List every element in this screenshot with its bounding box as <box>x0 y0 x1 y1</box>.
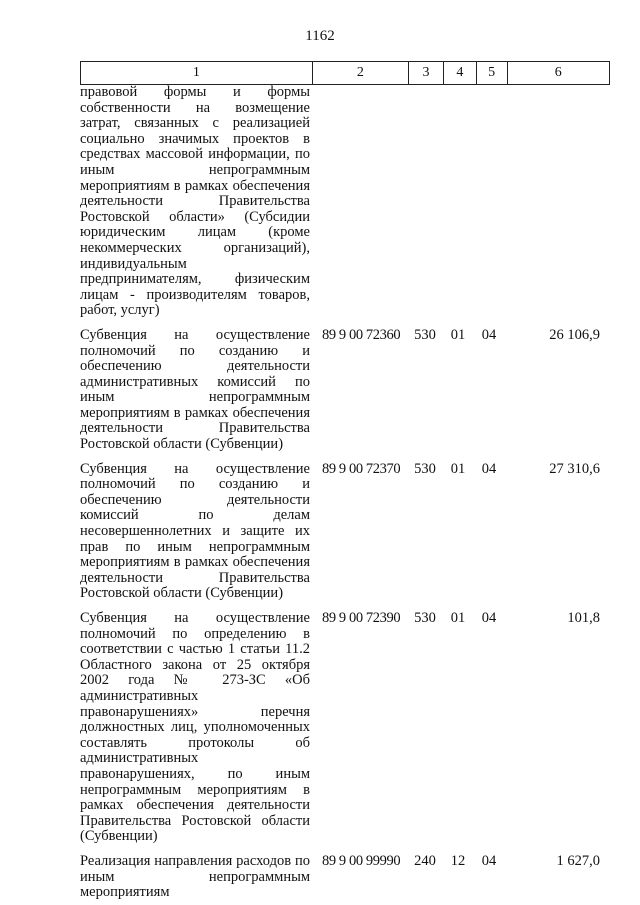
row-description: Субвенция на осуществление полномочий по созданию и обеспечению деятельности административных комиссий по иным непрограммным мероприятиям в рамках обеспечения деятельности Правительства Ростовской области (Субвенции) <box>80 326 310 453</box>
row-expense-type: 240 <box>414 852 436 869</box>
header-col-2: 2 <box>313 62 409 84</box>
row-code: 89 9 00 72370 <box>322 460 401 477</box>
row-description: Реализация направления расходов по иным непрограммным мероприятиям <box>80 852 310 901</box>
header-col-6: 6 <box>508 62 610 84</box>
header-col-5: 5 <box>477 62 508 84</box>
row-code: 89 9 00 72390 <box>322 610 401 626</box>
header-col-3: 3 <box>409 62 444 84</box>
row-code <box>312 85 408 319</box>
row-section: 01 <box>450 610 466 626</box>
row-subsection: 04 <box>481 460 497 477</box>
row-expense-type: 530 <box>414 460 436 477</box>
header-col-1: 1 <box>81 62 313 84</box>
row-code: 89 9 00 72360 <box>322 326 401 343</box>
row-amount: 101,8 <box>567 610 600 626</box>
row-expense-type: 530 <box>414 610 436 626</box>
header-col-4: 4 <box>444 62 477 84</box>
table-row <box>80 611 610 845</box>
row-amount: 1 627,0 <box>556 852 600 869</box>
row-section: 01 <box>450 326 466 343</box>
row-description: правовой формы и формы собственности на возмещение затрат, связанных с реализацией социально значимых проектов в средствах массовой информации, по иным непрограммным мероприятиям в рамках обеспечения деятельности Правительства Ростовской области» (Субсидии юридическим лицам (кроме некоммерческих организаций), индивидуальным предпринимателям, физическим лицам - производителям товаров, работ, услуг) <box>80 84 310 319</box>
table-row <box>80 854 610 901</box>
budget-table <box>80 61 610 901</box>
row-code: 89 9 00 99990 <box>322 852 401 869</box>
row-subsection: 04 <box>481 610 497 626</box>
row-section: 01 <box>450 460 466 477</box>
row-subsection: 04 <box>481 852 497 869</box>
row-expense-type: 530 <box>414 326 436 343</box>
row-description: Субвенция на осуществление полномочий по определению в соответствии с частью 1 статьи 11.2 Областного закона от 25 октября 2002 года № 273-ЗС «Об административных правонарушениях» перечня должностных лиц, уполномоченных составлять протоколы об административных правонарушениях, по иным непрограммным мероприятиям в рамках обеспечения деятельности Правительства Ростовской области (Субвенции) <box>80 610 310 845</box>
page-number: 1162 <box>305 28 335 44</box>
row-amount <box>504 85 606 319</box>
row-subsection <box>474 85 504 319</box>
row-section <box>442 85 474 319</box>
table-row <box>80 462 610 602</box>
row-expense-type <box>408 85 442 319</box>
row-amount: 27 310,6 <box>549 460 600 477</box>
row-amount: 26 106,9 <box>549 326 600 343</box>
row-section: 12 <box>450 852 466 869</box>
row-description: Субвенция на осуществление полномочий по созданию и обеспечению деятельности комиссий по делам несовершеннолетних и защите их прав по иным непрограммным мероприятиям в рамках обеспечения деятельности Правительства Ростовской области (Субвенции) <box>80 460 310 602</box>
table-header <box>80 61 610 85</box>
table-row <box>80 85 610 319</box>
row-subsection: 04 <box>481 326 497 343</box>
table-row <box>80 328 610 453</box>
